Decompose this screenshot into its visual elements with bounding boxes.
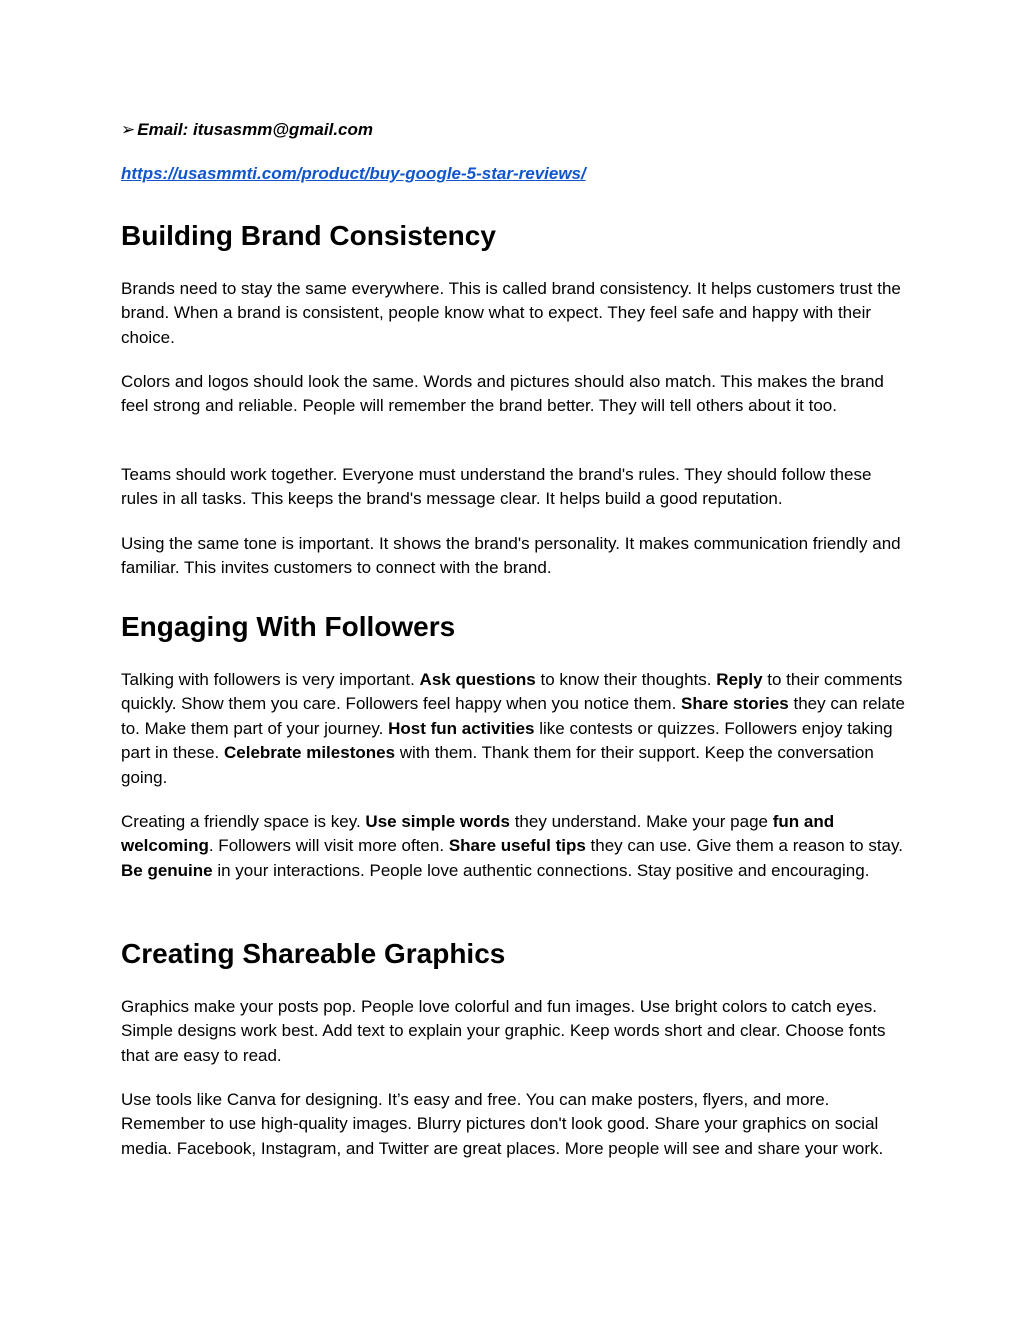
text-run: like contests or quizzes. Followers enjoy taking part in these. bbox=[121, 718, 893, 763]
text-run: they understand. Make your page bbox=[509, 812, 773, 831]
text-run: Creating a friendly space is key. bbox=[121, 812, 366, 831]
bold-run: fun and welcoming bbox=[121, 812, 835, 856]
arrow-bullet-icon: ➢ bbox=[121, 120, 136, 139]
contact-email bbox=[121, 120, 373, 140]
text-run: to know their thoughts. bbox=[535, 670, 717, 689]
text-run: they can relate to. Make them part of your journey. bbox=[121, 694, 906, 738]
bold-run: Reply bbox=[716, 670, 763, 689]
email-text: Email: itusasmm@gmail.com bbox=[137, 120, 374, 139]
heading-engaging-with-followers: Engaging With Followers bbox=[121, 611, 456, 642]
paragraph: Colors and logos should look the same. Words and pictures should also match. This makes the brand feel strong and reliable. People will remember the brand better. They will tell others about it too. bbox=[121, 372, 884, 416]
paragraph: Graphics make your posts pop. People love colorful and fun images. Use bright colors to catch eyes. Simple designs work best. Add text to explain your graphic. Keep words short and clear. Choose fonts that are easy to read. bbox=[121, 997, 886, 1065]
paragraph: Brands need to stay the same everywhere. This is called brand consistency. It helps customers trust the brand. When a brand is consistent, people know what to expect. They feel safe and happy with their choice. bbox=[121, 279, 901, 347]
bold-run: Share stories bbox=[681, 694, 789, 714]
text-run: they can use. Give them a reason to stay. bbox=[585, 836, 903, 856]
text-run: in your interactions. People love authentic connections. Stay positive and encouraging. bbox=[212, 860, 870, 880]
bold-run: Host fun activities bbox=[388, 718, 535, 738]
paragraph bbox=[121, 810, 911, 883]
bold-run: Use simple words bbox=[365, 812, 510, 831]
text-run: . Followers will visit more often. bbox=[208, 836, 449, 856]
heading-building-brand-consistency: Building Brand Consistency bbox=[121, 220, 496, 251]
paragraph: Teams should work together. Everyone must understand the brand's rules. They should follow these rules in all tasks. This keeps the brand's message clear. It helps build a good reputation. bbox=[121, 465, 872, 509]
paragraph: Using the same tone is important. It shows the brand's personality. It makes communication friendly and familiar. This invites customers to connect with the brand. bbox=[121, 534, 901, 578]
bold-run: Share useful tips bbox=[448, 836, 586, 856]
paragraph bbox=[121, 668, 911, 790]
text-run: to their comments quickly. Show them you care. Followers feel happy when you notice them. bbox=[121, 670, 903, 714]
paragraph: Use tools like Canva for designing. It’s easy and free. You can make posters, flyers, and more. Remember to use high-quality images. Blurry pictures don't look good. Share your graphics on social media. Facebook, Instagram, and Twitter are great places. More people will see and share your work. bbox=[121, 1090, 884, 1158]
text-run: with them. Thank them for their support. Keep the conversation going. bbox=[121, 743, 874, 787]
product-link[interactable]: https://usasmmti.com/product/buy-google-5-star-reviews/ bbox=[121, 164, 586, 183]
heading-creating-shareable-graphics: Creating Shareable Graphics bbox=[121, 938, 506, 969]
text-run: Talking with followers is very important. bbox=[121, 670, 420, 689]
bold-run: Celebrate milestones bbox=[224, 743, 396, 763]
bold-run: Be genuine bbox=[121, 860, 213, 880]
bold-run: Ask questions bbox=[419, 670, 536, 689]
